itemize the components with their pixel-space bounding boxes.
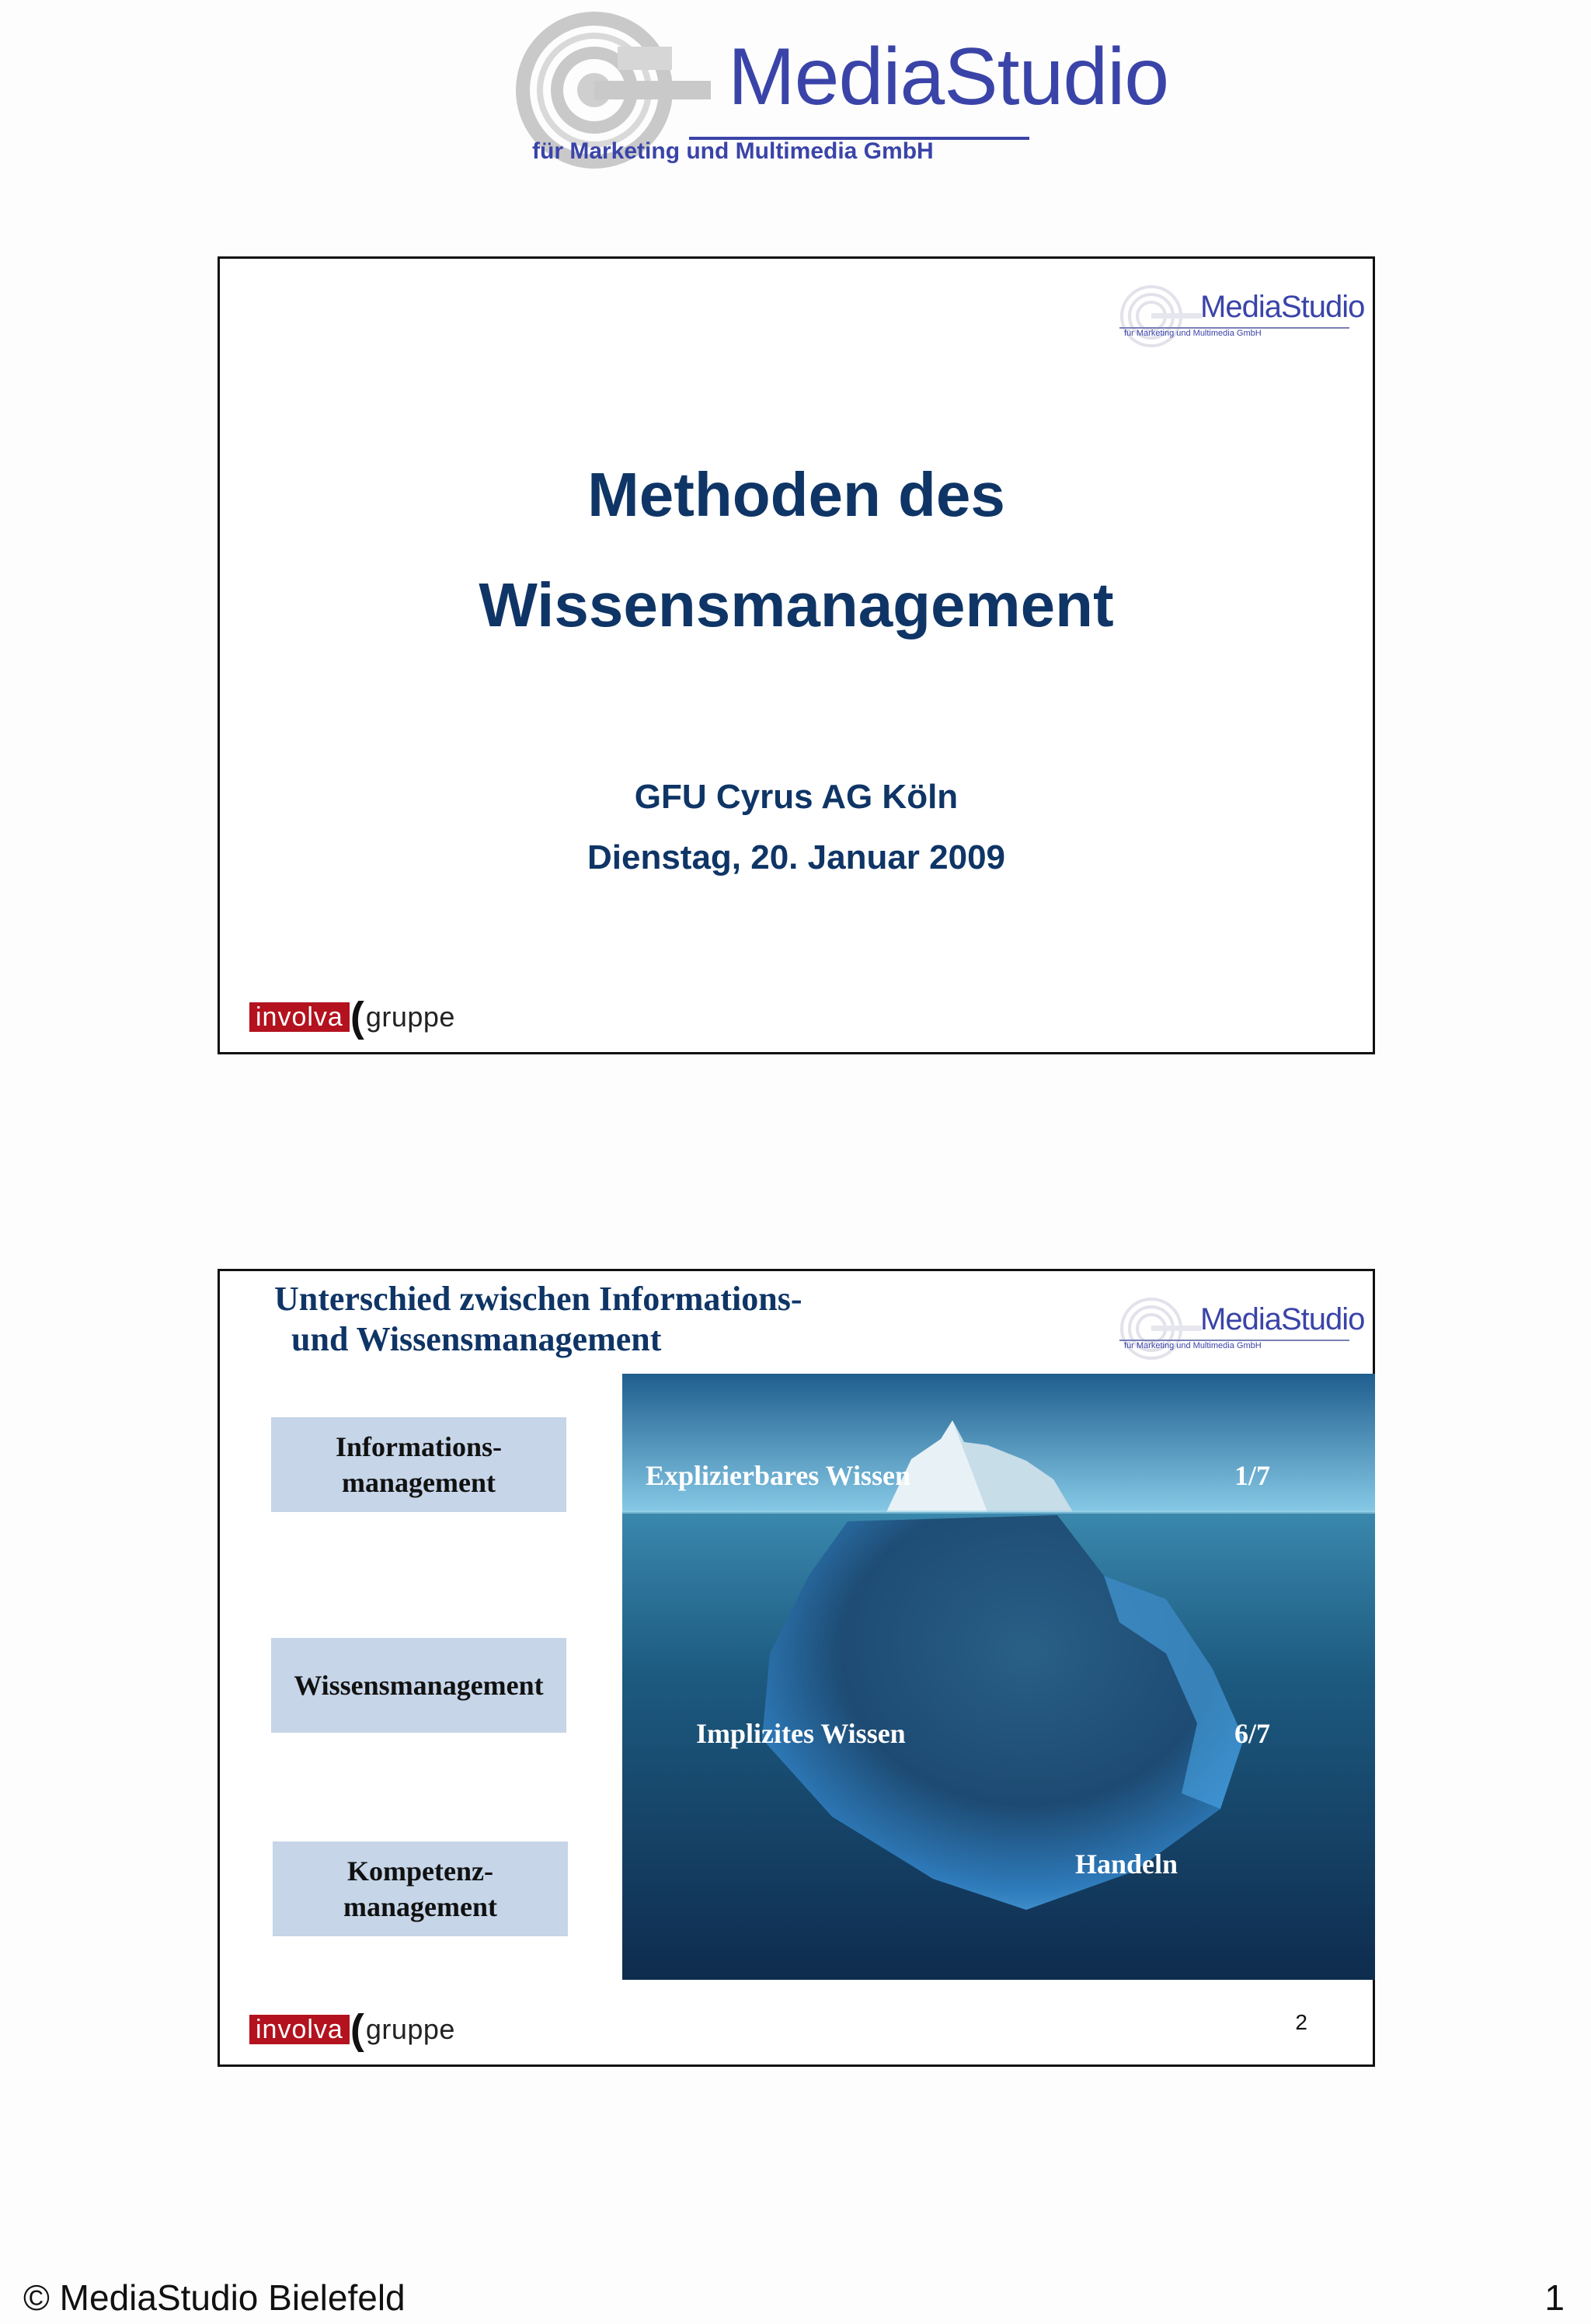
explicit-knowledge-label: Explizierbares Wissen: [646, 1460, 911, 1491]
implicit-knowledge-label: Implizites Wissen: [696, 1718, 906, 1749]
slide-mediastudio-logo: [1116, 1291, 1365, 1361]
bracket-icon: (: [350, 2006, 364, 2053]
logo-subtitle: für Marketing und Multimedia GmbH: [532, 138, 934, 164]
footer-page-number: 1: [1544, 2277, 1565, 2318]
involva-gruppe-logo: [249, 994, 455, 1040]
logo-wordmark: MediaStudio: [728, 32, 1169, 122]
slide-logo-wordmark: MediaStudio: [1200, 290, 1365, 324]
iceberg-image: [622, 1374, 1375, 1980]
involva-label: involva: [249, 2015, 350, 2044]
gruppe-label: gruppe: [365, 1001, 455, 1033]
explicit-fraction-label: 1/7: [1234, 1460, 1271, 1491]
footer-copyright: © MediaStudio Bielefeld: [23, 2277, 406, 2318]
slide-logo-subtitle: für Marketing und Multimedia GmbH: [1124, 329, 1262, 338]
wissensmanagement-box: Wissensmanagement: [271, 1638, 566, 1733]
slide-logo-subtitle: für Marketing und Multimedia GmbH: [1124, 1341, 1262, 1350]
action-label: Handeln: [1075, 1848, 1178, 1880]
kompetenzmanagement-box: Kompetenz- management: [273, 1841, 568, 1936]
involva-gruppe-logo: [249, 2006, 455, 2053]
slide-title-line-1: Methoden des: [587, 460, 1005, 529]
slide-mediastudio-logo: [1116, 279, 1365, 349]
bracket-icon: (: [350, 994, 364, 1040]
ring-emblem-icon: [1116, 1291, 1202, 1361]
informationsmanagement-box: Informations- management: [271, 1417, 566, 1512]
mediastudio-header-logo: [509, 0, 1169, 179]
slide-page-number: 2: [1295, 2010, 1307, 2034]
slide-2-title: Unterschied zwischen Informations- und Wissensmanagement: [274, 1280, 802, 1358]
slide-2: [218, 1269, 1375, 2067]
slide-title-line-2: Wissensmanagement: [479, 570, 1114, 639]
ring-emblem-icon: [1116, 279, 1202, 349]
gruppe-label: gruppe: [365, 2013, 455, 2045]
slide-1: [218, 256, 1375, 1054]
implicit-fraction-label: 6/7: [1234, 1718, 1271, 1749]
involva-label: involva: [249, 1002, 350, 1032]
slide-subtitle-date: Dienstag, 20. Januar 2009: [587, 838, 1006, 876]
slide-logo-wordmark: MediaStudio: [1200, 1302, 1365, 1336]
slide-subtitle-location: GFU Cyrus AG Köln: [634, 778, 959, 816]
